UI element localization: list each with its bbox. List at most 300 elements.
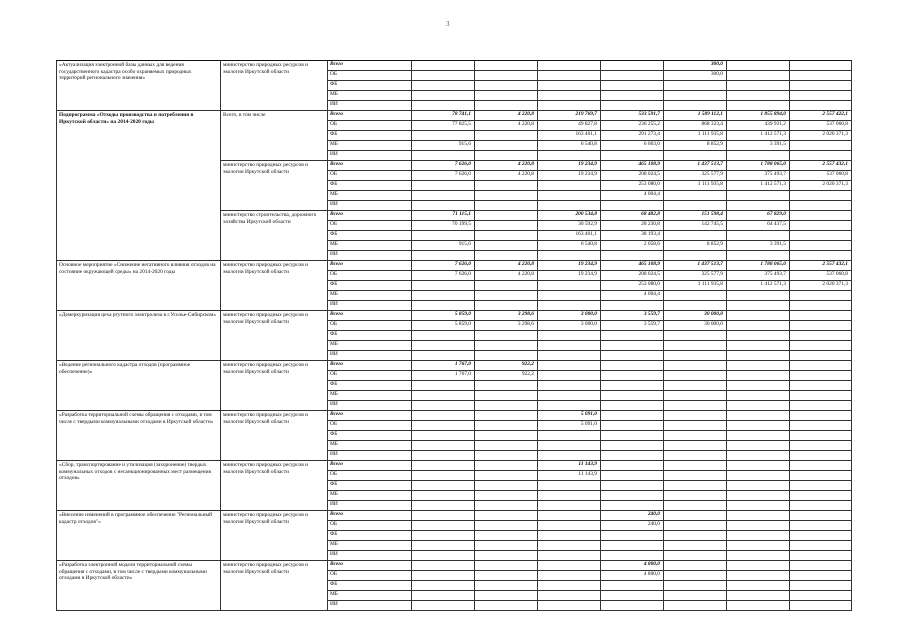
amount-cell: 28 230,8 bbox=[601, 221, 664, 231]
amount-cell bbox=[601, 371, 664, 381]
amount-cell bbox=[475, 191, 538, 201]
amount-cell bbox=[790, 591, 852, 601]
table-row bbox=[57, 411, 852, 421]
amount-cell bbox=[727, 491, 790, 501]
amount-cell bbox=[538, 531, 601, 541]
amount-cell bbox=[475, 391, 538, 401]
amount-cell: 6 540,8 bbox=[538, 141, 601, 151]
funding-source: ИИ bbox=[328, 551, 412, 561]
amount-cell: 163 401,1 bbox=[538, 131, 601, 141]
amount-cell bbox=[475, 461, 538, 471]
amount-cell bbox=[790, 401, 852, 411]
amount-cell bbox=[790, 531, 852, 541]
amount-cell bbox=[727, 331, 790, 341]
funding-source: ИИ bbox=[328, 601, 412, 611]
amount-cell: 4 220,8 bbox=[475, 261, 538, 271]
amount-cell bbox=[790, 361, 852, 371]
amount-cell bbox=[475, 101, 538, 111]
amount-cell bbox=[475, 351, 538, 361]
amount-cell bbox=[475, 151, 538, 161]
amount-cell bbox=[727, 591, 790, 601]
amount-cell bbox=[538, 361, 601, 371]
amount-cell bbox=[790, 461, 852, 471]
amount-cell bbox=[790, 191, 852, 201]
amount-cell bbox=[538, 191, 601, 201]
amount-cell bbox=[475, 291, 538, 301]
amount-cell: 19 234,9 bbox=[538, 171, 601, 181]
amount-cell bbox=[727, 471, 790, 481]
executor-name: министерство природных ресурсов и экологии Иркутской области bbox=[221, 361, 328, 411]
amount-cell bbox=[727, 321, 790, 331]
amount-cell bbox=[538, 571, 601, 581]
amount-cell bbox=[664, 341, 727, 351]
amount-cell bbox=[475, 221, 538, 231]
amount-cell: 8 852,9 bbox=[664, 141, 727, 151]
amount-cell bbox=[790, 241, 852, 251]
amount-cell bbox=[727, 501, 790, 511]
amount-cell bbox=[538, 561, 601, 571]
amount-cell bbox=[412, 101, 475, 111]
funding-source: Всего bbox=[328, 461, 412, 471]
amount-cell bbox=[601, 411, 664, 421]
amount-cell bbox=[664, 461, 727, 471]
amount-cell bbox=[412, 601, 475, 611]
table-row bbox=[57, 61, 852, 71]
amount-cell bbox=[727, 521, 790, 531]
amount-cell: 537 060,8 bbox=[790, 171, 852, 181]
amount-cell bbox=[601, 331, 664, 341]
amount-cell: 7 626,0 bbox=[412, 271, 475, 281]
amount-cell bbox=[790, 141, 852, 151]
amount-cell bbox=[790, 211, 852, 221]
amount-cell bbox=[727, 421, 790, 431]
amount-cell bbox=[790, 551, 852, 561]
amount-cell: 163 401,1 bbox=[538, 231, 601, 241]
amount-cell: 11 143,9 bbox=[538, 471, 601, 481]
amount-cell bbox=[538, 551, 601, 561]
amount-cell bbox=[790, 311, 852, 321]
activity-name: «Демеркуризация цеха ртутного электролиза в г.Усолье-Сибирском» bbox=[57, 311, 221, 361]
amount-cell bbox=[601, 101, 664, 111]
funding-source: ИИ bbox=[328, 151, 412, 161]
funding-source: Всего bbox=[328, 511, 412, 521]
amount-cell bbox=[664, 91, 727, 101]
funding-source: ОБ bbox=[328, 571, 412, 581]
amount-cell bbox=[601, 201, 664, 211]
amount-cell: 4 800,0 bbox=[601, 561, 664, 571]
amount-cell bbox=[412, 71, 475, 81]
executor-name: министерство природных ресурсов и экологии Иркутской области bbox=[221, 61, 328, 111]
amount-cell: 2 557 432,1 bbox=[790, 161, 852, 171]
amount-cell bbox=[727, 431, 790, 441]
amount-cell bbox=[727, 351, 790, 361]
amount-cell bbox=[727, 541, 790, 551]
amount-cell bbox=[601, 361, 664, 371]
amount-cell: 253 080,0 bbox=[601, 281, 664, 291]
amount-cell: 38 193,4 bbox=[601, 231, 664, 241]
amount-cell bbox=[538, 351, 601, 361]
funding-source: ФБ bbox=[328, 431, 412, 441]
amount-cell bbox=[727, 601, 790, 611]
amount-cell: 537 060,8 bbox=[790, 121, 852, 131]
amount-cell bbox=[412, 451, 475, 461]
funding-source: МБ bbox=[328, 291, 412, 301]
amount-cell bbox=[727, 191, 790, 201]
amount-cell bbox=[601, 461, 664, 471]
amount-cell bbox=[538, 151, 601, 161]
table-row bbox=[57, 561, 852, 571]
amount-cell bbox=[727, 581, 790, 591]
amount-cell: 300,0 bbox=[664, 61, 727, 71]
amount-cell bbox=[601, 421, 664, 431]
amount-cell: 236 255,2 bbox=[601, 121, 664, 131]
amount-cell bbox=[790, 61, 852, 71]
amount-cell bbox=[412, 491, 475, 501]
amount-cell: 67 829,0 bbox=[727, 211, 790, 221]
amount-cell bbox=[475, 201, 538, 211]
funding-source: ИИ bbox=[328, 301, 412, 311]
amount-cell bbox=[664, 391, 727, 401]
amount-cell bbox=[664, 251, 727, 261]
amount-cell bbox=[727, 531, 790, 541]
amount-cell bbox=[601, 341, 664, 351]
funding-source: ФБ bbox=[328, 481, 412, 491]
amount-cell bbox=[475, 511, 538, 521]
amount-cell bbox=[475, 241, 538, 251]
amount-cell bbox=[475, 581, 538, 591]
amount-cell bbox=[538, 491, 601, 501]
amount-cell bbox=[790, 291, 852, 301]
amount-cell bbox=[538, 501, 601, 511]
amount-cell bbox=[727, 451, 790, 461]
amount-cell: 922,2 bbox=[475, 361, 538, 371]
amount-cell: 3 298,6 bbox=[475, 321, 538, 331]
amount-cell: 4 004,4 bbox=[601, 191, 664, 201]
funding-source: ОБ bbox=[328, 521, 412, 531]
table-row bbox=[57, 511, 852, 521]
activity-name: «Актуализация электронной базы данных для ведения государственного кадастра особо охраняемых природных территорий регионального значения» bbox=[57, 61, 221, 111]
amount-cell: 2 058,6 bbox=[601, 241, 664, 251]
amount-cell bbox=[790, 391, 852, 401]
amount-cell: 4 220,8 bbox=[475, 111, 538, 121]
amount-cell bbox=[601, 431, 664, 441]
table-row bbox=[57, 311, 852, 321]
amount-cell bbox=[412, 81, 475, 91]
amount-cell bbox=[475, 231, 538, 241]
funding-source: ФБ bbox=[328, 131, 412, 141]
amount-cell bbox=[412, 201, 475, 211]
amount-cell bbox=[412, 151, 475, 161]
executor-name: министерство природных ресурсов и экологии Иркутской области bbox=[221, 511, 328, 561]
amount-cell: 49 827,8 bbox=[538, 121, 601, 131]
funding-source: ИИ bbox=[328, 351, 412, 361]
amount-cell bbox=[664, 521, 727, 531]
funding-source: ИИ bbox=[328, 201, 412, 211]
funding-source: ОБ bbox=[328, 271, 412, 281]
activity-name: Основное мероприятие «Снижение негативного влияния отходов на состояние окружающей среды» на 2014-2020 годы bbox=[57, 261, 221, 311]
amount-cell bbox=[790, 511, 852, 521]
funding-source: МБ bbox=[328, 591, 412, 601]
funding-source: ОБ bbox=[328, 371, 412, 381]
amount-cell bbox=[412, 181, 475, 191]
amount-cell: 7 626,0 bbox=[412, 261, 475, 271]
amount-cell bbox=[601, 471, 664, 481]
amount-cell bbox=[538, 431, 601, 441]
amount-cell bbox=[664, 551, 727, 561]
amount-cell bbox=[790, 421, 852, 431]
amount-cell: 1 767,0 bbox=[412, 371, 475, 381]
amount-cell: 11 143,9 bbox=[538, 461, 601, 471]
amount-cell: 3 391,5 bbox=[727, 241, 790, 251]
funding-source: ИИ bbox=[328, 251, 412, 261]
amount-cell bbox=[601, 501, 664, 511]
funding-source: МБ bbox=[328, 391, 412, 401]
amount-cell bbox=[790, 541, 852, 551]
amount-cell bbox=[727, 361, 790, 371]
amount-cell bbox=[475, 71, 538, 81]
amount-cell bbox=[664, 441, 727, 451]
amount-cell bbox=[727, 291, 790, 301]
amount-cell bbox=[790, 201, 852, 211]
amount-cell bbox=[538, 181, 601, 191]
amount-cell bbox=[538, 101, 601, 111]
amount-cell bbox=[475, 181, 538, 191]
amount-cell bbox=[412, 431, 475, 441]
funding-source: МБ bbox=[328, 191, 412, 201]
amount-cell bbox=[727, 441, 790, 451]
amount-cell bbox=[475, 381, 538, 391]
amount-cell: 3 559,7 bbox=[601, 321, 664, 331]
funding-source: ОБ bbox=[328, 421, 412, 431]
amount-cell bbox=[790, 571, 852, 581]
amount-cell: 1 412 571,3 bbox=[727, 281, 790, 291]
amount-cell bbox=[790, 341, 852, 351]
amount-cell bbox=[601, 601, 664, 611]
amount-cell bbox=[538, 71, 601, 81]
amount-cell: 240,0 bbox=[601, 511, 664, 521]
amount-cell: 325 577,9 bbox=[664, 171, 727, 181]
amount-cell: 439 931,2 bbox=[727, 121, 790, 131]
amount-cell: 19 234,9 bbox=[538, 261, 601, 271]
funding-source: ФБ bbox=[328, 231, 412, 241]
amount-cell bbox=[664, 501, 727, 511]
funding-source: ИИ bbox=[328, 401, 412, 411]
amount-cell bbox=[601, 81, 664, 91]
funding-source: Всего bbox=[328, 61, 412, 71]
amount-cell bbox=[412, 391, 475, 401]
amount-cell bbox=[664, 81, 727, 91]
amount-cell bbox=[475, 301, 538, 311]
amount-cell bbox=[601, 301, 664, 311]
funding-source: ИИ bbox=[328, 501, 412, 511]
amount-cell bbox=[664, 371, 727, 381]
amount-cell bbox=[475, 251, 538, 261]
amount-cell bbox=[601, 491, 664, 501]
amount-cell bbox=[538, 281, 601, 291]
amount-cell bbox=[412, 421, 475, 431]
amount-cell: 1 111 935,8 bbox=[664, 281, 727, 291]
amount-cell: 375 493,7 bbox=[727, 271, 790, 281]
amount-cell: 6 540,8 bbox=[538, 241, 601, 251]
amount-cell bbox=[601, 61, 664, 71]
amount-cell bbox=[412, 401, 475, 411]
executor-name: министерство природных ресурсов и экологии Иркутской области bbox=[221, 311, 328, 361]
amount-cell bbox=[790, 91, 852, 101]
amount-cell bbox=[538, 291, 601, 301]
funding-source: МБ bbox=[328, 541, 412, 551]
amount-cell bbox=[727, 201, 790, 211]
amount-cell bbox=[475, 431, 538, 441]
amount-cell bbox=[664, 291, 727, 301]
amount-cell bbox=[727, 341, 790, 351]
amount-cell bbox=[412, 481, 475, 491]
amount-cell bbox=[475, 451, 538, 461]
amount-cell bbox=[727, 301, 790, 311]
amount-cell bbox=[601, 351, 664, 361]
amount-cell: 3 298,6 bbox=[475, 311, 538, 321]
amount-cell bbox=[538, 601, 601, 611]
amount-cell: 142 745,5 bbox=[664, 221, 727, 231]
executor-name: министерство природных ресурсов и экологии Иркутской области bbox=[221, 411, 328, 461]
amount-cell bbox=[475, 481, 538, 491]
amount-cell: 868 323,4 bbox=[664, 121, 727, 131]
amount-cell: 7 626,0 bbox=[412, 171, 475, 181]
amount-cell: 78 741,1 bbox=[412, 111, 475, 121]
amount-cell bbox=[412, 581, 475, 591]
amount-cell: 5 859,0 bbox=[412, 321, 475, 331]
amount-cell bbox=[790, 221, 852, 231]
funding-source: МБ bbox=[328, 141, 412, 151]
funding-source: ИИ bbox=[328, 101, 412, 111]
amount-cell bbox=[727, 401, 790, 411]
amount-cell bbox=[475, 131, 538, 141]
amount-cell bbox=[790, 331, 852, 341]
amount-cell bbox=[664, 421, 727, 431]
amount-cell bbox=[538, 541, 601, 551]
amount-cell bbox=[664, 431, 727, 441]
amount-cell: 30 000,0 bbox=[664, 311, 727, 321]
amount-cell: 325 577,9 bbox=[664, 271, 727, 281]
activity-name: Подпрограмма «Отходы производства и потребления в Иркутской области» на 2014-2020 годы bbox=[57, 111, 221, 261]
amount-cell bbox=[412, 61, 475, 71]
budget-table bbox=[56, 60, 852, 611]
amount-cell bbox=[412, 591, 475, 601]
funding-source: ФБ bbox=[328, 381, 412, 391]
amount-cell: 1 111 935,8 bbox=[664, 131, 727, 141]
amount-cell bbox=[475, 561, 538, 571]
amount-cell bbox=[538, 391, 601, 401]
amount-cell: 375 493,7 bbox=[727, 171, 790, 181]
amount-cell: 1 767,0 bbox=[412, 361, 475, 371]
amount-cell bbox=[790, 441, 852, 451]
amount-cell bbox=[727, 391, 790, 401]
amount-cell bbox=[727, 311, 790, 321]
amount-cell bbox=[601, 541, 664, 551]
funding-source: МБ bbox=[328, 241, 412, 251]
amount-cell: 1 412 571,3 bbox=[727, 131, 790, 141]
table-row bbox=[57, 461, 852, 471]
amount-cell bbox=[475, 601, 538, 611]
amount-cell bbox=[727, 81, 790, 91]
amount-cell bbox=[412, 561, 475, 571]
amount-cell bbox=[538, 401, 601, 411]
amount-cell bbox=[412, 501, 475, 511]
amount-cell bbox=[475, 411, 538, 421]
funding-source: Всего bbox=[328, 411, 412, 421]
amount-cell bbox=[790, 301, 852, 311]
amount-cell bbox=[727, 551, 790, 561]
amount-cell bbox=[664, 591, 727, 601]
amount-cell: 2 020 371,3 bbox=[790, 281, 852, 291]
funding-source: ОБ bbox=[328, 121, 412, 131]
amount-cell bbox=[412, 301, 475, 311]
amount-cell: 1 788 065,0 bbox=[727, 161, 790, 171]
amount-cell bbox=[727, 101, 790, 111]
amount-cell: 1 437 513,7 bbox=[664, 261, 727, 271]
amount-cell bbox=[538, 91, 601, 101]
amount-cell bbox=[664, 541, 727, 551]
amount-cell: 465 108,9 bbox=[601, 261, 664, 271]
amount-cell bbox=[601, 71, 664, 81]
amount-cell bbox=[601, 251, 664, 261]
amount-cell bbox=[475, 61, 538, 71]
amount-cell: 64 437,5 bbox=[727, 221, 790, 231]
amount-cell bbox=[664, 301, 727, 311]
amount-cell: 3 559,7 bbox=[601, 311, 664, 321]
amount-cell: 3 000,0 bbox=[538, 311, 601, 321]
amount-cell: 6 063,0 bbox=[601, 141, 664, 151]
amount-cell bbox=[412, 531, 475, 541]
amount-cell bbox=[790, 71, 852, 81]
amount-cell: 537 060,8 bbox=[790, 271, 852, 281]
amount-cell bbox=[538, 511, 601, 521]
amount-cell bbox=[538, 81, 601, 91]
amount-cell bbox=[727, 571, 790, 581]
amount-cell: 5 091,0 bbox=[538, 411, 601, 421]
amount-cell: 208 024,5 bbox=[601, 271, 664, 281]
amount-cell bbox=[412, 511, 475, 521]
amount-cell bbox=[790, 381, 852, 391]
amount-cell bbox=[475, 441, 538, 451]
amount-cell: 8 852,9 bbox=[664, 241, 727, 251]
amount-cell bbox=[412, 251, 475, 261]
amount-cell bbox=[727, 511, 790, 521]
amount-cell bbox=[538, 581, 601, 591]
amount-cell bbox=[790, 521, 852, 531]
amount-cell: 2 557 432,1 bbox=[790, 261, 852, 271]
amount-cell bbox=[475, 521, 538, 531]
funding-source: Всего bbox=[328, 561, 412, 571]
amount-cell bbox=[475, 331, 538, 341]
amount-cell bbox=[475, 571, 538, 581]
amount-cell: 4 800,0 bbox=[601, 571, 664, 581]
funding-source: Всего bbox=[328, 361, 412, 371]
amount-cell bbox=[475, 281, 538, 291]
amount-cell bbox=[664, 401, 727, 411]
activity-name: «Разработка электронной модели территориальной схемы обращения с отходами, в том числе с твердыми коммунальными отходами в Иркутской области» bbox=[57, 561, 221, 611]
amount-cell: 3 000,0 bbox=[538, 321, 601, 331]
executor-name: министерство природных ресурсов и экологии Иркутской области bbox=[221, 161, 328, 211]
amount-cell bbox=[475, 81, 538, 91]
amount-cell bbox=[790, 431, 852, 441]
amount-cell bbox=[790, 451, 852, 461]
amount-cell bbox=[664, 451, 727, 461]
funding-source: ОБ bbox=[328, 221, 412, 231]
amount-cell: 77 825,5 bbox=[412, 121, 475, 131]
amount-cell bbox=[538, 521, 601, 531]
amount-cell bbox=[790, 101, 852, 111]
amount-cell: 5 859,0 bbox=[412, 311, 475, 321]
